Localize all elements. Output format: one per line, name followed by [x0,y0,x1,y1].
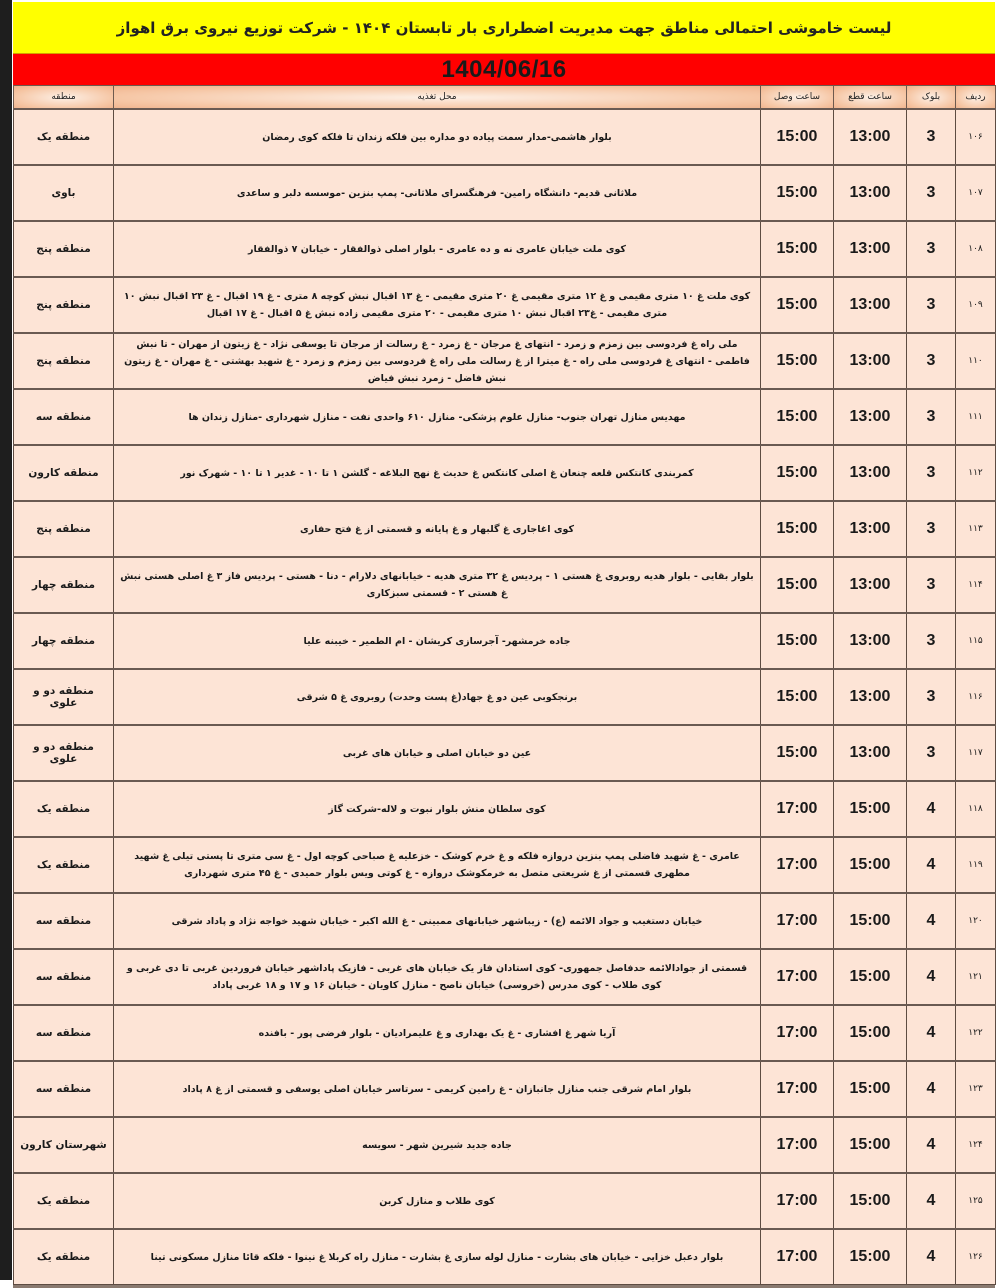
connect-time: 17:00 [761,949,834,1005]
feeder-location: عامری - غ شهید فاضلی پمپ بنزین دروازه فلکه و غ خرم کوشک - خزعلیه غ صباحی کوچه اول - غ سی متری تا پستی تیلی غ شهید مطهری قسمتی از غ شریعتی متصل به خرمکوشک دروازه - غ کوتی ویس بلوار حمیدی - غ ۴۵ متری شهرداری [114,837,761,893]
cut-time: 15:00 [834,781,907,837]
table-row [14,725,996,781]
connect-time: 15:00 [761,333,834,389]
header-cut-time: ساعت قطع [834,86,907,110]
table-row [14,949,996,1005]
block-number: 3 [907,221,956,277]
region-name: منطقه چهار [14,613,114,669]
row-number: ۱۲۵ [956,1173,996,1229]
table-row [14,165,996,221]
row-number: ۱۰۹ [956,277,996,333]
region-name: منطقه سه [14,1061,114,1117]
row-number: ۱۱۷ [956,725,996,781]
region-name: منطقه کارون [14,445,114,501]
table-row [14,1061,996,1117]
region-name: منطقه پنج [14,501,114,557]
row-number: ۱۱۵ [956,613,996,669]
row-number: ۱۲۱ [956,949,996,1005]
block-number: 3 [907,165,956,221]
block-number: 4 [907,1173,956,1229]
connect-time: 17:00 [761,893,834,949]
region-name: منطقه سه [14,389,114,445]
block-number: 4 [907,1005,956,1061]
cut-time: 13:00 [834,221,907,277]
cut-time: 13:00 [834,725,907,781]
table-row [14,501,996,557]
block-number: 3 [907,445,956,501]
connect-time: 15:00 [761,389,834,445]
region-name: منطقه یک [14,1173,114,1229]
block-number: 3 [907,725,956,781]
connect-time: 15:00 [761,445,834,501]
row-number: ۱۰۸ [956,221,996,277]
table-row [14,389,996,445]
feeder-location: قسمتی از جوادالائمه حدفاصل جمهوری- کوی استادان فاز یک خیابان های غربی - فازیک پاداشهر خیابان فروردین غربی تا دی غربی و کوی طلاب - کوی مدرس (خروسی) خیابان ناصح - منازل کاویان - خیابان ۱۶ و ۱۷ و ۱۸ غربی پاداد [114,949,761,1005]
feeder-location: عین دو خیابان اصلی و خیابان های غربی [114,725,761,781]
block-number: 3 [907,501,956,557]
row-number: ۱۱۶ [956,669,996,725]
table-row [14,613,996,669]
connect-time: 15:00 [761,277,834,333]
row-number: ۱۱۰ [956,333,996,389]
cut-time: 15:00 [834,949,907,1005]
cut-time: 13:00 [834,669,907,725]
block-number: 4 [907,1061,956,1117]
outage-schedule-sheet [13,2,995,1288]
connect-time: 17:00 [761,1229,834,1285]
feeder-location: ملی راه غ فردوسی بین زمزم و زمرد - انتهای غ مرجان - غ زمرد - غ رسالت از مرجان تا یوسفی نژاد - غ زیتون از مهران - تا نبش فاطمی - انتهای غ فردوسی ملی راه - غ میترا از غ رسالت ملی راه غ فردوسی بین زمزم و زمرد - غ شهید بهشتی - غ مهران - غ زیتون نبش فاضل - زمرد نبش فیاض [114,333,761,389]
table-row [14,781,996,837]
feeder-location: خیابان دستغیب و جواد الائمه (ع) - زیباشهر خیابانهای ممبینی - غ الله اکبر - خیابان شهید خواجه نژاد و پاداد شرقی [114,893,761,949]
connect-time: 17:00 [761,1173,834,1229]
row-number: ۱۲۴ [956,1117,996,1173]
feeder-location: کوی طلاب و منازل کربن [114,1173,761,1229]
cut-time: 13:00 [834,165,907,221]
block-number: 4 [907,893,956,949]
connect-time: 17:00 [761,1005,834,1061]
feeder-location: کمربندی کانتکس قلعه چنعان غ اصلی کانتکس غ حدیث غ نهج البلاغه - گلشن ۱ تا ۱۰ - غدیر ۱ تا ۱۰ - شهرک نور [114,445,761,501]
page-title: لیست خاموشی احتمالی مناطق جهت مدیریت اضطراری بار تابستان ۱۴۰۴ - شرکت توزیع نیروی برق اهواز [13,2,995,54]
connect-time: 15:00 [761,109,834,165]
block-number: 4 [907,949,956,1005]
feeder-location: کوی ملت غ ۱۰ متری مقیمی و غ ۱۲ متری مقیمی غ ۲۰ متری مقیمی - غ ۱۳ اقبال نبش کوچه ۸ متری - غ ۱۹ اقبال - غ ۲۳ اقبال نبش ۱۰ متری مقیمی - غ۲۳ اقبال نبش ۱۰ متری مقیمی - ۲۰ متری مقیمی زاده نبش غ ۵ اقبال - غ ۱۷ اقبال [114,277,761,333]
feeder-location: بلوار بقایی - بلوار هدیه روبروی غ هستی ۱ - پردیس غ ۳۲ متری هدیه - خیابانهای دلارام - دنا - هستی - پردیس فاز ۳ غ اصلی هستی نبش غ هستی ۲ - قسمتی سبزکاری [114,557,761,613]
header-block: بلوک [907,86,956,110]
region-name: باوی [14,165,114,221]
region-name: منطقه پنج [14,221,114,277]
connect-time: 15:00 [761,501,834,557]
cut-time: 15:00 [834,1229,907,1285]
table-row [14,109,996,165]
row-number: ۱۱۱ [956,389,996,445]
cut-time: 15:00 [834,1005,907,1061]
cut-time: 13:00 [834,501,907,557]
table-row [14,445,996,501]
schedule-date: 1404/06/16 [13,54,995,85]
cut-time: 13:00 [834,445,907,501]
feeder-location: آریا شهر غ افشاری - غ یک بهداری و غ علیمرادیان - بلوار فرضی پور - بافنده [114,1005,761,1061]
region-name: منطقه سه [14,893,114,949]
block-number: 4 [907,837,956,893]
block-number: 3 [907,389,956,445]
table-row [14,1173,996,1229]
connect-time: 17:00 [761,837,834,893]
table-row [14,1229,996,1285]
block-number: 4 [907,1229,956,1285]
table-row [14,1117,996,1173]
region-name: منطقه یک [14,781,114,837]
feeder-location: برنجکوبی عین دو غ جهاد(غ پست وحدت) روبروی غ ۵ شرقی [114,669,761,725]
row-number: ۱۱۸ [956,781,996,837]
feeder-location: بلوار هاشمی-مدار سمت پیاده دو مداره بین فلکه زندان تا فلکه کوی رمضان [114,109,761,165]
cut-time: 15:00 [834,1173,907,1229]
feeder-location: کوی اغاجاری غ گلبهار و غ پایانه و قسمتی از غ فتح حفاری [114,501,761,557]
feeder-location: مهدیس منازل تهران جنوب- منازل علوم پزشکی- منازل ۶۱۰ واحدی نفت - منازل شهرداری -منازل زندان ها [114,389,761,445]
connect-time: 15:00 [761,221,834,277]
row-number: ۱۱۳ [956,501,996,557]
block-number: 3 [907,109,956,165]
region-name: شهرستان کارون [14,1117,114,1173]
row-number: ۱۰۶ [956,109,996,165]
feeder-location: جاده خرمشهر- آجرسازی کریشان - ام الطمیر - خیبنه علیا [114,613,761,669]
table-row [14,669,996,725]
cut-time: 13:00 [834,109,907,165]
cut-time: 15:00 [834,837,907,893]
table-row [14,277,996,333]
cut-time: 13:00 [834,277,907,333]
connect-time: 17:00 [761,1117,834,1173]
row-number: ۱۲۲ [956,1005,996,1061]
feeder-location: بلوار دعبل خزایی - خیابان های بشارت - منازل لوله سازی غ بشارت - منازل راه کربلا غ نینوا - فلکه قائا منازل مسکونی تینا [114,1229,761,1285]
table-header-row [14,86,996,110]
header-location: محل تغذیه [114,86,761,110]
header-region: منطقه [14,86,114,110]
connect-time: 15:00 [761,165,834,221]
connect-time: 17:00 [761,781,834,837]
row-number: ۱۰۷ [956,165,996,221]
connect-time: 17:00 [761,1061,834,1117]
region-name: منطقه دو و علوی [14,669,114,725]
cut-time: 15:00 [834,893,907,949]
feeder-location: جاده جدید شیرین شهر - سویسه [114,1117,761,1173]
row-number: ۱۱۹ [956,837,996,893]
region-name: منطقه پنج [14,277,114,333]
block-number: 4 [907,781,956,837]
block-number: 3 [907,613,956,669]
left-edge-strip [0,0,12,1280]
region-name: منطقه یک [14,1229,114,1285]
header-row-num: ردیف [956,86,996,110]
row-number: ۱۱۲ [956,445,996,501]
table-row [14,893,996,949]
feeder-location: ملاثانی قدیم- دانشگاه رامین- فرهنگسرای ملاثانی- پمپ بنزین -موسسه دلبر و ساعدی [114,165,761,221]
feeder-location: کوی سلطان منش بلوار نبوت و لاله-شرکت گاز [114,781,761,837]
region-name: منطقه سه [14,949,114,1005]
table-row [14,837,996,893]
cut-time: 13:00 [834,389,907,445]
cut-time: 13:00 [834,333,907,389]
connect-time: 15:00 [761,557,834,613]
row-number: ۱۲۰ [956,893,996,949]
table-row [14,557,996,613]
table-row [14,221,996,277]
connect-time: 15:00 [761,613,834,669]
block-number: 3 [907,669,956,725]
region-name: منطقه دو و علوی [14,725,114,781]
outage-table [13,85,996,1285]
cut-time: 15:00 [834,1117,907,1173]
region-name: منطقه پنج [14,333,114,389]
region-name: منطقه سه [14,1005,114,1061]
region-name: منطقه یک [14,109,114,165]
region-name: منطقه چهار [14,557,114,613]
cut-time: 13:00 [834,613,907,669]
header-connect-time: ساعت وصل [761,86,834,110]
feeder-location: کوی ملت خیابان عامری نه و ده عامری - بلوار اصلی ذوالفقار - خیابان ۷ ذوالفقار [114,221,761,277]
table-row [14,333,996,389]
region-name: منطقه یک [14,837,114,893]
row-number: ۱۲۶ [956,1229,996,1285]
block-number: 3 [907,277,956,333]
cut-time: 15:00 [834,1061,907,1117]
connect-time: 15:00 [761,669,834,725]
row-number: ۱۲۳ [956,1061,996,1117]
feeder-location: بلوار امام شرقی جنب منازل جانبازان - غ رامین کریمی - سرتاسر خیابان اصلی یوسفی و قسمتی از غ ۸ پاداد [114,1061,761,1117]
block-number: 3 [907,333,956,389]
connect-time: 15:00 [761,725,834,781]
table-row [14,1005,996,1061]
row-number: ۱۱۴ [956,557,996,613]
block-number: 4 [907,1117,956,1173]
cut-time: 13:00 [834,557,907,613]
block-number: 3 [907,557,956,613]
